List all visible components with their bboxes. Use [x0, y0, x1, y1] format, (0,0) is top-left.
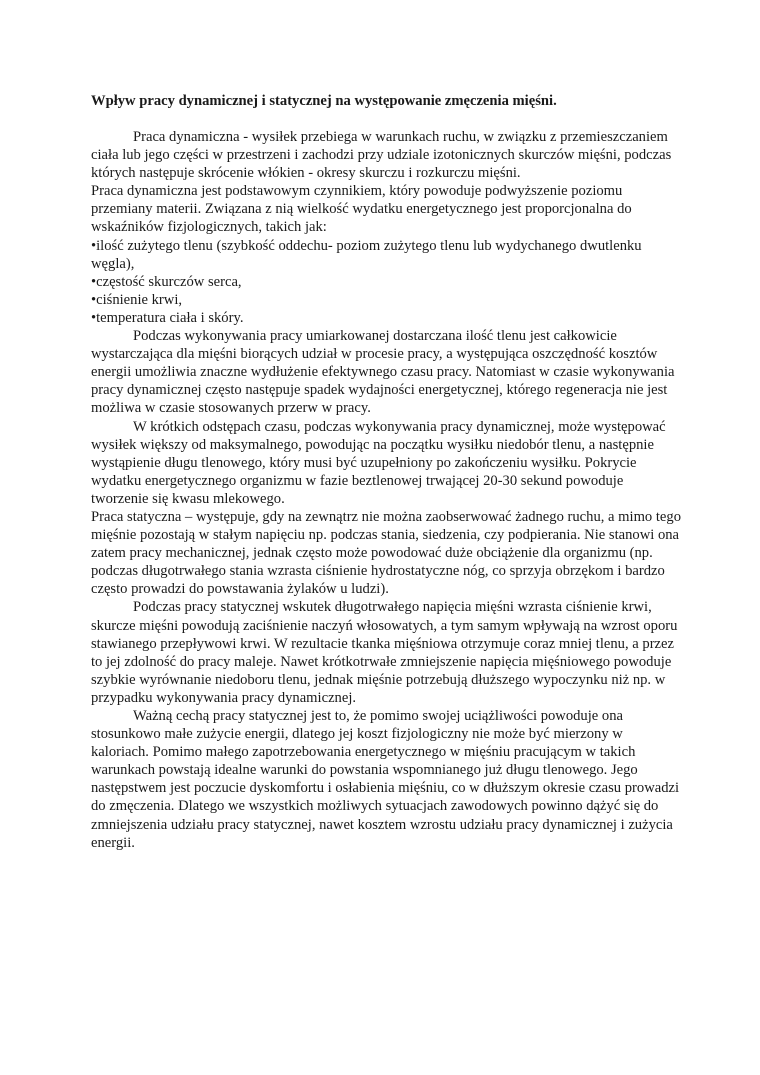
- list-item: •częstość skurczów serca,: [91, 273, 242, 290]
- paragraph-dynamic-work-metabolism: Praca dynamiczna jest podstawowym czynnikiem, który powoduje podwyższenie poziomu przemiany materii. Związana z nią wielkość wydatku energetycznego jest proporcjonalna do wskaźników fizjologicznych, takich jak:: [91, 183, 632, 236]
- list-item: •ciśnienie krwi,: [91, 291, 183, 308]
- list-item: •ilość zużytego tlenu (szybkość oddechu- poziom zużytego tlenu lub wydychanego dwutlenku węgla),: [91, 237, 642, 272]
- list-item: •temperatura ciała i skóry.: [91, 309, 244, 326]
- paragraph-moderate-work: Podczas wykonywania pracy umiarkowanej dostarczana ilość tlenu jest całkowicie wystarczająca dla mięśni biorących udział w procesie pracy, a występująca oszczędność kosztów energii umożliwia znaczne wydłużenie efektywnego czasu pracy. Natomiast w czasie wykonywania pracy dynamicznej często następuje spadek wydajności energetycznej, którego regeneracja nie jest możliwa w czasie stosowanych przerw w pracy.: [91, 328, 675, 417]
- paragraph-dynamic-work-definition: Praca dynamiczna - wysiłek przebiega w warunkach ruchu, w związku z przemieszczaniem ciała lub jego części w przestrzeni i zachodzi przy udziale izotonicznych skurczów mięśni, podczas których następuje skrócenie włókien - okresy skurczu i rozkurczu mięśni.: [91, 129, 672, 182]
- document-body: [91, 92, 681, 852]
- paragraph-oxygen-debt: W krótkich odstępach czasu, podczas wykonywania pracy dynamicznej, może występować wysiłek większy od maksymalnego, powodując na początku wysiłku niedobór tlenu, a następnie wystąpienie długu tlenowego, który musi być uzupełniony po zakończeniu wysiłku. Pokrycie wydatku energetycznego organizmu w fazie beztlenowej trwającej 20-30 sekund powoduje tworzenie się kwasu mlekowego.: [91, 418, 666, 507]
- paragraph-static-work-definition: Praca statyczna – występuje, gdy na zewnątrz nie można zaobserwować żadnego ruchu, a mimo tego mięśnie pozostają w stałym napięciu np. podczas stania, siedzenia, czy podpierania. Nie stanowi ona zatem pracy mechanicznej, jednak często może powodować duże obciążenie dla organizmu (np. podczas długotrwałego stania wzrasta ciśnienie hydrostatyczne nóg, co sprzyja obrzękom i bardzo często prowadzi do powstawania żylaków u ludzi).: [91, 508, 681, 598]
- document-title: Wpływ pracy dynamicznej i statycznej na występowanie zmęczenia mięśni.: [91, 93, 557, 109]
- paragraph-static-work-blood: Podczas pracy statycznej wskutek długotrwałego napięcia mięśni wzrasta ciśnienie krwi, skurcze mięśni powodują zaciśnienie naczyń włosowatych, a tym samym wpływają na wzrost oporu stawianego przepływowi krwi. W rezultacie tkanka mięśniowa otrzymuje coraz mniej tlenu, a przez to jej zdolność do pracy maleje. Nawet krótkotrwałe zmniejszenie napięcia mięśniowego powoduje szybkie wyrównanie niedoboru tlenu, jednak mięśnie potrzebują dłuższego wypoczynku niż np. w przypadku wykonywania pracy dynamicznej.: [91, 599, 678, 706]
- paragraph-static-work-energy: Ważną cechą pracy statycznej jest to, że pomimo swojej uciążliwości powoduje ona stosunkowo małe zużycie energii, dlatego jej koszt fizjologiczny nie może być mierzony w kaloriach. Pomimo małego zapotrzebowania energetycznego w mięśniu pracującym w takich warunkach powstają idealne warunki do powstania wspomnianego już długu tlenowego. Jego następstwem jest poczucie dyskomfortu i osłabienia mięśniu, co w dłuższym okresie czasu prowadzi do zmęczenia. Dlatego we wszystkich możliwych sytuacjach zawodowych powinno dążyć się do zmniejszenia udziału pracy statycznej, nawet kosztem wzrostu udziału pracy dynamicznej i zużycia energii.: [91, 708, 680, 851]
